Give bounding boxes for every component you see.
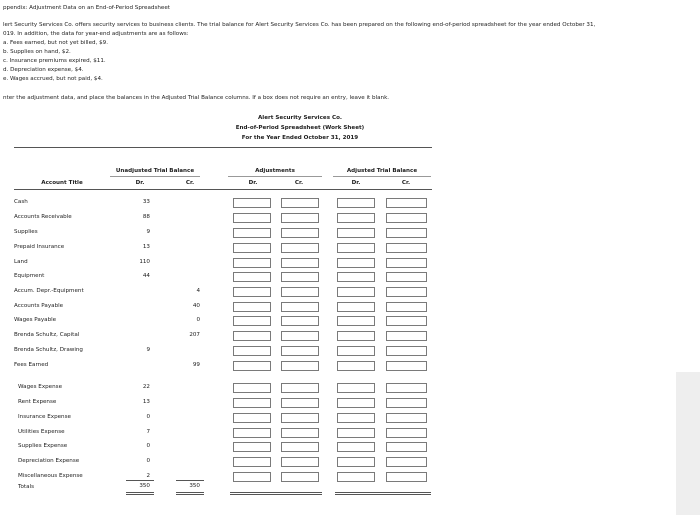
adj-dr-input[interactable] <box>233 243 271 253</box>
unadjusted-underline <box>110 176 200 177</box>
atb-dr-input[interactable] <box>337 428 375 438</box>
unadjusted-cr-value: 4 <box>196 288 200 294</box>
atb-cr-input[interactable] <box>386 272 427 282</box>
atb-dr-input[interactable] <box>337 457 375 467</box>
adjustment-item-c: c. Insurance premiums expired, $11. <box>3 58 106 64</box>
adjustments-underline <box>228 176 322 177</box>
adj-dr-input[interactable] <box>233 198 271 208</box>
account-title-header: Account Title <box>41 180 83 186</box>
atb-cr-input[interactable] <box>386 302 427 312</box>
adj-dr-input[interactable] <box>233 442 271 452</box>
unadjusted-header: Unadjusted Trial Balance <box>115 168 195 174</box>
totals-label: Totals <box>18 484 34 490</box>
atb-cr-input[interactable] <box>386 361 427 371</box>
account-title: Wages Payable <box>14 317 57 323</box>
adj-dr-input[interactable] <box>233 457 271 467</box>
atb-cr-input[interactable] <box>386 258 427 268</box>
totals-unadjusted-dr: 350 <box>139 483 150 489</box>
adj-dr-input[interactable] <box>233 413 271 423</box>
atb-dr-input[interactable] <box>337 398 375 408</box>
unadjusted-dr-header: Dr. <box>135 180 145 186</box>
account-title: Supplies Expense <box>18 443 68 449</box>
account-title: Accounts Receivable <box>14 214 72 220</box>
unadjusted-dr-value: 0 <box>146 443 150 449</box>
adj-cr-input[interactable] <box>281 457 319 467</box>
company-name: Alert Security Services Co. <box>257 115 343 121</box>
adjustments-cr-header: Cr. <box>294 180 304 186</box>
page-title: ppendix: Adjustment Data on an End-of-Period Spreadsheet <box>3 5 171 11</box>
worksheet-title: End-of-Period Spreadsheet (Work Sheet) <box>235 125 365 131</box>
atb-dr-input[interactable] <box>337 331 375 341</box>
atb-dr-input[interactable] <box>337 302 375 312</box>
atb-cr-input[interactable] <box>386 228 427 238</box>
adjusted-dr-header: Dr. <box>351 180 361 186</box>
adjusted-cr-header: Cr. <box>401 180 411 186</box>
atb-cr-input[interactable] <box>386 213 427 223</box>
atb-cr-input[interactable] <box>386 316 427 326</box>
adj-cr-input[interactable] <box>281 346 319 356</box>
column-header-rule <box>14 189 432 190</box>
atb-cr-input[interactable] <box>386 331 427 341</box>
account-title: Brenda Schultz, Capital <box>14 332 80 338</box>
atb-cr-input[interactable] <box>386 398 427 408</box>
totals-dr-double-rule-1 <box>126 492 154 493</box>
unadjusted-cr-header: Cr. <box>185 180 195 186</box>
adj-dr-input[interactable] <box>233 213 271 223</box>
unadjusted-dr-value: 110 <box>139 259 150 265</box>
adj-cr-input[interactable] <box>281 331 319 341</box>
unadjusted-dr-value: 9 <box>146 229 150 235</box>
atb-cr-input[interactable] <box>386 346 427 356</box>
atb-dr-input[interactable] <box>337 287 375 297</box>
atb-cr-input[interactable] <box>386 198 427 208</box>
unadjusted-dr-value: 33 <box>142 199 150 205</box>
atb-dr-input[interactable] <box>337 346 375 356</box>
account-title: Insurance Expense <box>18 414 71 420</box>
totals-adjusted-rule-2 <box>335 494 431 495</box>
adj-cr-input[interactable] <box>281 302 319 312</box>
adj-cr-input[interactable] <box>281 213 319 223</box>
adjusted-underline <box>333 176 431 177</box>
unadjusted-dr-value: 0 <box>146 414 150 420</box>
account-title: Accounts Payable <box>14 303 64 309</box>
account-title: Brenda Schultz, Drawing <box>14 347 83 353</box>
atb-cr-input[interactable] <box>386 243 427 253</box>
atb-dr-input[interactable] <box>337 228 375 238</box>
account-title: Miscellaneous Expense <box>18 473 83 479</box>
unadjusted-dr-value: 22 <box>142 384 150 390</box>
adjusted-header: Adjusted Trial Balance <box>346 168 418 174</box>
adj-cr-input[interactable] <box>281 316 319 326</box>
unadjusted-dr-value: 2 <box>146 473 150 479</box>
account-title: Utilities Expense <box>18 429 65 435</box>
adj-dr-input[interactable] <box>233 383 271 393</box>
right-gray-strip <box>676 372 700 515</box>
totals-unadjusted-cr: 350 <box>189 483 200 489</box>
totals-adjustments-rule-2 <box>230 494 322 495</box>
instruction-text: nter the adjustment data, and place the balances in the Adjusted Trial Balance columns. If a box does not require an entry, leave it blank. <box>3 95 390 101</box>
account-title: Cash <box>14 199 28 205</box>
adj-dr-input[interactable] <box>233 472 271 482</box>
account-title: Depreciation Expense <box>18 458 80 464</box>
atb-cr-input[interactable] <box>386 428 427 438</box>
adj-dr-input[interactable] <box>233 228 271 238</box>
atb-cr-input[interactable] <box>386 472 427 482</box>
adj-cr-input[interactable] <box>281 258 319 268</box>
adjustment-item-d: d. Depreciation expense, $4. <box>3 67 84 73</box>
account-title: Rent Expense <box>18 399 57 405</box>
unadjusted-dr-value: 0 <box>146 458 150 464</box>
totals-cr-rule <box>176 480 204 481</box>
atb-cr-input[interactable] <box>386 287 427 297</box>
adj-cr-input[interactable] <box>281 243 319 253</box>
adjustments-dr-header: Dr. <box>248 180 258 186</box>
adjustments-header: Adjustments <box>255 168 295 174</box>
adj-dr-input[interactable] <box>233 272 271 282</box>
unadjusted-dr-value: 7 <box>146 429 150 435</box>
adj-dr-input[interactable] <box>233 287 271 297</box>
heading-rule <box>14 147 432 148</box>
atb-dr-input[interactable] <box>337 472 375 482</box>
account-title: Prepaid Insurance <box>14 244 65 250</box>
adj-cr-input[interactable] <box>281 472 319 482</box>
adjustment-item-e: e. Wages accrued, but not paid, $4. <box>3 76 103 82</box>
totals-adjusted-rule-1 <box>335 492 431 493</box>
unadjusted-dr-value: 88 <box>142 214 150 220</box>
adj-dr-input[interactable] <box>233 258 271 268</box>
adjustment-item-a: a. Fees earned, but not yet billed, $9. <box>3 40 109 46</box>
adj-dr-input[interactable] <box>233 346 271 356</box>
adj-dr-input[interactable] <box>233 331 271 341</box>
atb-cr-input[interactable] <box>386 383 427 393</box>
atb-dr-input[interactable] <box>337 272 375 282</box>
totals-dr-rule <box>126 480 154 481</box>
unadjusted-cr-value: 207 <box>189 332 200 338</box>
intro-line-2: 019. In addition, the data for year-end adjustments are as follows: <box>3 31 189 37</box>
account-title: Wages Expense <box>18 384 63 390</box>
atb-cr-input[interactable] <box>386 413 427 423</box>
unadjusted-cr-value: 0 <box>196 317 200 323</box>
adj-cr-input[interactable] <box>281 413 319 423</box>
adj-cr-input[interactable] <box>281 442 319 452</box>
adj-dr-input[interactable] <box>233 316 271 326</box>
totals-adjustments-rule-1 <box>230 492 322 493</box>
account-title: Accum. Depr.-Equipment <box>14 288 84 294</box>
account-title: Supplies <box>14 229 38 235</box>
atb-dr-input[interactable] <box>337 361 375 371</box>
totals-cr-double-rule-1 <box>176 492 204 493</box>
unadjusted-dr-value: 44 <box>142 273 150 279</box>
unadjusted-dr-value: 9 <box>146 347 150 353</box>
adj-cr-input[interactable] <box>281 361 319 371</box>
atb-dr-input[interactable] <box>337 258 375 268</box>
atb-dr-input[interactable] <box>337 316 375 326</box>
adj-cr-input[interactable] <box>281 198 319 208</box>
intro-line-1: lert Security Services Co. offers security services to business clients. The trial balance for Alert Security Services Co. has been prepared on the following end-of-period spreadsheet for the year ended October 31, <box>3 22 596 28</box>
unadjusted-dr-value: 13 <box>142 399 150 405</box>
account-title: Land <box>14 259 28 265</box>
adj-cr-input[interactable] <box>281 287 319 297</box>
atb-cr-input[interactable] <box>386 457 427 467</box>
atb-dr-input[interactable] <box>337 413 375 423</box>
unadjusted-dr-value: 13 <box>142 244 150 250</box>
atb-dr-input[interactable] <box>337 383 375 393</box>
adj-dr-input[interactable] <box>233 428 271 438</box>
atb-dr-input[interactable] <box>337 198 375 208</box>
account-title: Fees Earned <box>14 362 49 368</box>
totals-dr-double-rule-2 <box>126 494 154 495</box>
atb-dr-input[interactable] <box>337 442 375 452</box>
unadjusted-cr-value: 40 <box>192 303 200 309</box>
adjustment-item-b: b. Supplies on hand, $2. <box>3 49 71 55</box>
adj-cr-input[interactable] <box>281 272 319 282</box>
worksheet-period: For the Year Ended October 31, 2019 <box>241 135 359 141</box>
adj-dr-input[interactable] <box>233 398 271 408</box>
adj-cr-input[interactable] <box>281 383 319 393</box>
adj-dr-input[interactable] <box>233 361 271 371</box>
adj-cr-input[interactable] <box>281 428 319 438</box>
adj-dr-input[interactable] <box>233 302 271 312</box>
adj-cr-input[interactable] <box>281 228 319 238</box>
atb-dr-input[interactable] <box>337 243 375 253</box>
atb-dr-input[interactable] <box>337 213 375 223</box>
adj-cr-input[interactable] <box>281 398 319 408</box>
atb-cr-input[interactable] <box>386 442 427 452</box>
totals-cr-double-rule-2 <box>176 494 204 495</box>
account-title: Equipment <box>14 273 45 279</box>
unadjusted-cr-value: 99 <box>192 362 200 368</box>
